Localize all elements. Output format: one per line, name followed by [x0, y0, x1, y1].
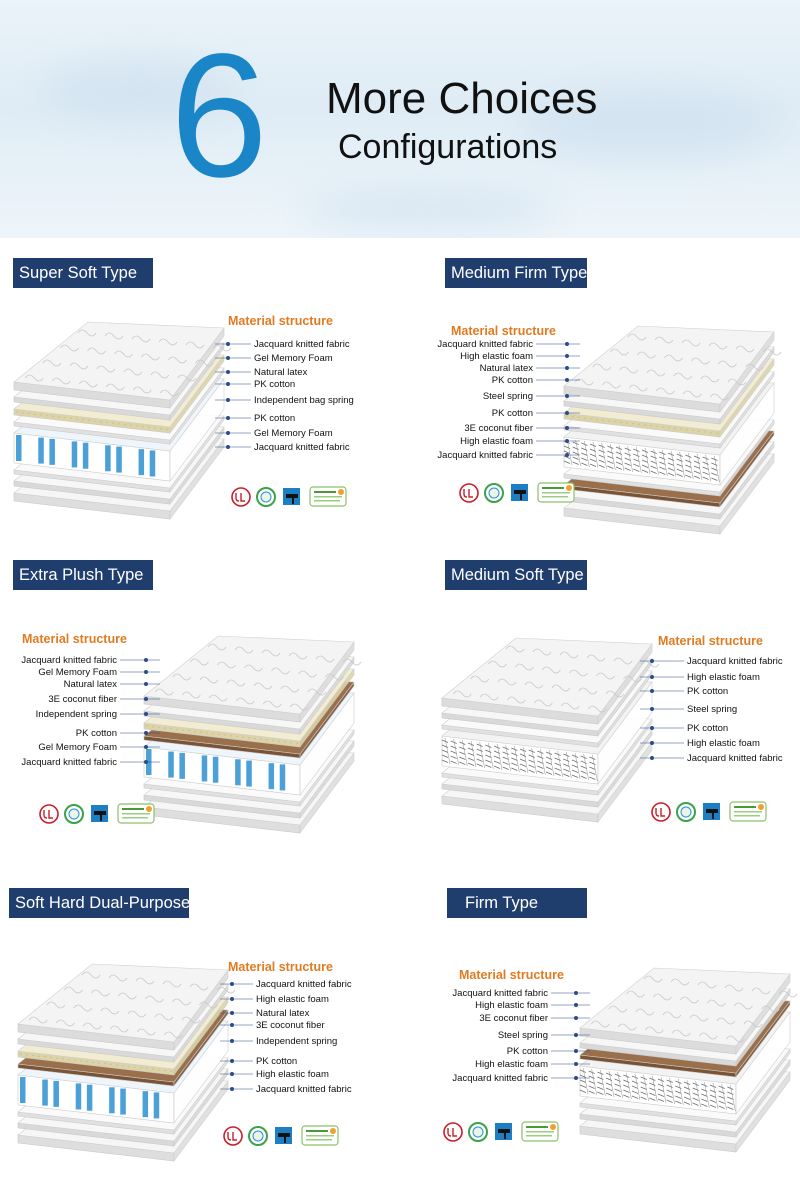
- type-label: Extra Plush Type: [13, 560, 153, 590]
- type-label: Medium Soft Type: [445, 560, 587, 590]
- material-structure-title: Material structure: [658, 634, 763, 648]
- layer-label: PK cotton: [506, 1046, 548, 1057]
- layer-label: Natural latex: [479, 363, 533, 374]
- layer-label: PK cotton: [256, 1056, 298, 1067]
- layer-label: Independent bag spring: [254, 395, 354, 406]
- layer-label: Jacquard knitted fabric: [21, 757, 117, 768]
- ul-certification-icon: [652, 803, 670, 821]
- layer-label: PK cotton: [687, 723, 729, 734]
- standard-mark-icon: [283, 488, 300, 505]
- layer-label: Natural latex: [254, 367, 308, 378]
- oeko-tex-label-icon: [730, 802, 766, 821]
- layer-label: 3E coconut fiber: [479, 1013, 548, 1024]
- oeko-tex-label-icon: [302, 1126, 338, 1145]
- layer-label: Gel Memory Foam: [38, 742, 117, 753]
- hero-banner: [0, 0, 800, 238]
- standard-mark-icon: [275, 1127, 292, 1144]
- hero-title: More Choices: [326, 74, 598, 123]
- choices-count: 6: [170, 18, 264, 214]
- oeko-tex-label-icon: [538, 483, 574, 502]
- layer-label: Jacquard knitted fabric: [21, 655, 117, 666]
- type-label: Soft Hard Dual-Purpose: [9, 888, 189, 918]
- layer-label: Jacquard knitted fabric: [687, 753, 783, 764]
- layer-label: Jacquard knitted fabric: [256, 1084, 352, 1095]
- layer-label: PK cotton: [491, 408, 533, 419]
- eco-certification-icon: [677, 803, 695, 821]
- mattress-stack-svg: [140, 632, 370, 822]
- layer-label: High elastic foam: [256, 1069, 329, 1080]
- material-structure-title: Material structure: [228, 314, 333, 328]
- layer-label: 3E coconut fiber: [256, 1020, 325, 1031]
- layer-label: Independent spring: [256, 1036, 338, 1047]
- layer-label: High elastic foam: [475, 1000, 548, 1011]
- mattress-stack-svg: [560, 322, 790, 512]
- layer-label: Gel Memory Foam: [254, 353, 333, 364]
- mattress-stack-svg: [576, 964, 800, 1154]
- panel-super-soft: [0, 238, 400, 538]
- layer-label: High elastic foam: [460, 436, 533, 447]
- layer-label: High elastic foam: [460, 351, 533, 362]
- layer-label: Steel spring: [482, 391, 533, 402]
- mattress-diagram: [140, 632, 370, 822]
- panel-firm: [400, 868, 800, 1168]
- certification-icons: [458, 481, 578, 505]
- layer-label: PK cotton: [491, 375, 533, 386]
- mattress-stack-svg: [10, 318, 240, 508]
- layer-label: High elastic foam: [687, 672, 760, 683]
- layer-label: 3E coconut fiber: [464, 423, 533, 434]
- ul-certification-icon: [224, 1127, 242, 1145]
- mattress-diagram: [438, 634, 668, 824]
- layer-label: Jacquard knitted fabric: [437, 339, 533, 350]
- panel-medium-firm: [400, 238, 800, 538]
- layer-label: PK cotton: [254, 413, 296, 424]
- layer-label: Jacquard knitted fabric: [437, 450, 533, 461]
- certification-icons: [442, 1120, 562, 1144]
- layer-label: Gel Memory Foam: [254, 428, 333, 439]
- layer-label: Jacquard knitted fabric: [452, 988, 548, 999]
- layer-label: 3E coconut fiber: [48, 694, 117, 705]
- layer-label: Jacquard knitted fabric: [687, 656, 783, 667]
- layer-label: Natural latex: [63, 679, 117, 690]
- certification-icons: [650, 800, 770, 824]
- layer-label: High elastic foam: [687, 738, 760, 749]
- layer-label: Jacquard knitted fabric: [254, 339, 350, 350]
- standard-mark-icon: [511, 484, 528, 501]
- panel-extra-plush: [0, 540, 400, 840]
- certification-icons: [230, 485, 350, 509]
- panel-medium-soft: [400, 540, 800, 840]
- ul-certification-icon: [40, 805, 58, 823]
- panel-soft-hard-dual-purpose: [0, 868, 400, 1168]
- certification-icons: [222, 1124, 342, 1148]
- layer-label: High elastic foam: [256, 994, 329, 1005]
- layer-label: Gel Memory Foam: [38, 667, 117, 678]
- eco-certification-icon: [257, 488, 275, 506]
- material-structure-title: Material structure: [228, 960, 333, 974]
- mattress-diagram: [10, 318, 240, 508]
- ul-certification-icon: [444, 1123, 462, 1141]
- type-label: Firm Type: [447, 888, 587, 918]
- layer-label: Jacquard knitted fabric: [452, 1073, 548, 1084]
- layer-label: Jacquard knitted fabric: [254, 442, 350, 453]
- layer-label: Steel spring: [497, 1030, 548, 1041]
- layer-label: Independent spring: [35, 709, 117, 720]
- layer-label: PK cotton: [75, 728, 117, 739]
- standard-mark-icon: [91, 805, 108, 822]
- mattress-stack-svg: [438, 634, 668, 824]
- ul-certification-icon: [232, 488, 250, 506]
- layer-label: PK cotton: [687, 686, 729, 697]
- type-label: Super Soft Type: [13, 258, 153, 288]
- background-blur: [300, 190, 560, 230]
- standard-mark-icon: [495, 1123, 512, 1140]
- eco-certification-icon: [469, 1123, 487, 1141]
- eco-certification-icon: [485, 484, 503, 502]
- mattress-diagram: [576, 964, 800, 1154]
- hero-subtitle: Configurations: [338, 128, 558, 166]
- layer-label: High elastic foam: [475, 1059, 548, 1070]
- layer-label: Natural latex: [256, 1008, 310, 1019]
- mattress-diagram: [560, 322, 790, 512]
- material-structure-title: Material structure: [451, 324, 556, 338]
- layer-label: PK cotton: [254, 379, 296, 390]
- oeko-tex-label-icon: [522, 1122, 558, 1141]
- standard-mark-icon: [703, 803, 720, 820]
- layer-label: Steel spring: [687, 704, 738, 715]
- layer-label: Jacquard knitted fabric: [256, 979, 352, 990]
- material-structure-title: Material structure: [459, 968, 564, 982]
- mattress-diagram: [14, 960, 244, 1150]
- certification-icons: [38, 802, 158, 826]
- eco-certification-icon: [65, 805, 83, 823]
- oeko-tex-label-icon: [310, 487, 346, 506]
- ul-certification-icon: [460, 484, 478, 502]
- oeko-tex-label-icon: [118, 804, 154, 823]
- type-label: Medium Firm Type: [445, 258, 587, 288]
- eco-certification-icon: [249, 1127, 267, 1145]
- mattress-stack-svg: [14, 960, 244, 1150]
- material-structure-title: Material structure: [22, 632, 127, 646]
